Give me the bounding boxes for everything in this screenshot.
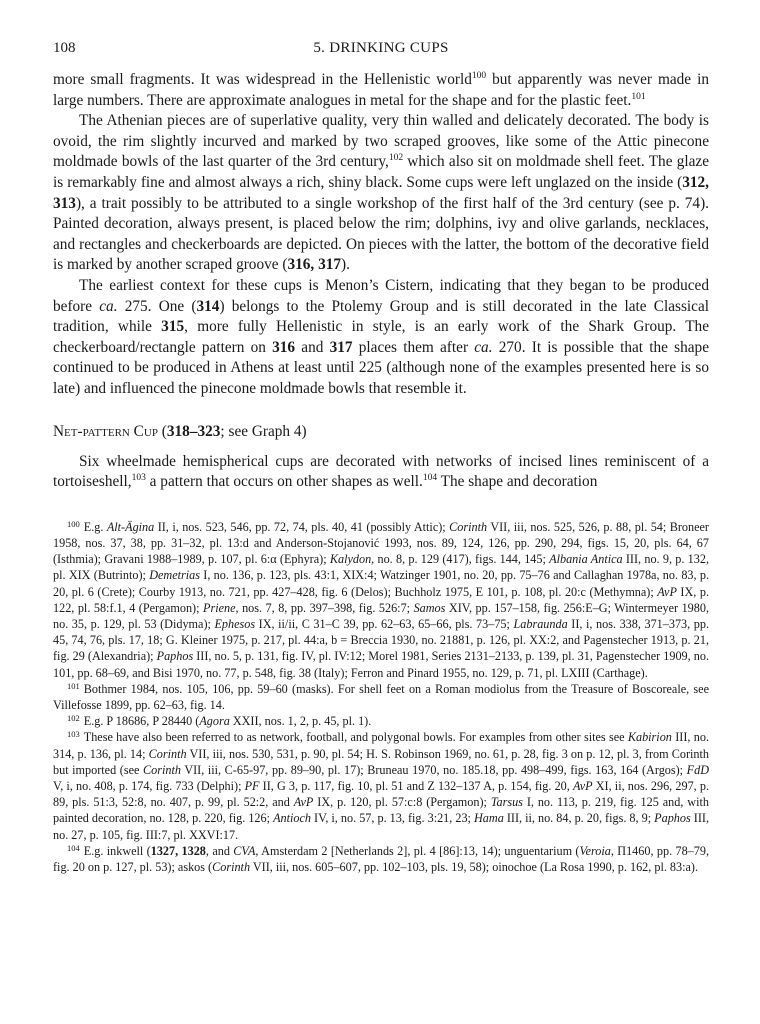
page-number: 108 xyxy=(53,40,76,56)
footnote-number: 100 xyxy=(67,518,80,529)
footnote-text: Bothmer 1984, nos. 105, 106, pp. 59–60 (masks). For shell feet on a Roman modiolus from the Treasure of Boscoreale, see Villefosse 1899, pp. 62–63, fig. 14. xyxy=(53,681,709,712)
footnote-number: 101 xyxy=(67,680,80,691)
footnote xyxy=(53,519,709,681)
footnotes xyxy=(53,519,709,875)
footnote xyxy=(53,713,709,729)
footnote-number: 104 xyxy=(67,842,80,853)
body-paragraph: more small fragments. It was widespread in the Hellenistic world$^{100}$ but apparently was never made in large numbers. There are approximate analogues in metal for the shape and for the plastic feet.$^{101}$ xyxy=(53,71,709,109)
footnote-number: 103 xyxy=(67,729,80,740)
footnote xyxy=(53,843,709,875)
footnote-text: E.g. inkwell (1327, 1328, and CVA, Amsterdam 2 [Netherlands 2], pl. 4 [86]:13, 14); unguentarium (Veroia, Π1460, pp. 78–79, fig. 20 on p. 127, pl. 53); askos (Corinth VII, iii, nos. 605–607, pp. 102–103, pls. 19, 58); oinochoe (La Rosa 1990, p. 162, pl. 83:a). xyxy=(53,843,709,874)
body-paragraph: The earliest context for these cups is Menon’s Cistern, indicating that they began to be produced before ca. 275. One (314) belongs to the Ptolemy Group and is still decorated in the late Classical tradition, while 315, more fully Hellenistic in style, is an early work of the Shark Group. The checkerboard/rectangle pattern on 316 and 317 places them after ca. 270. It is possible that the shape continued to be produced in Athens at least until 225 (although none of the examples presented here is so late) and influenced the pinecone moldmade bowls that resemble it. xyxy=(53,276,709,397)
document-page xyxy=(53,40,709,875)
body-paragraph: Six wheelmade hemispherical cups are decorated with networks of incised lines reminiscent of a tortoiseshell,$^{103}$ a pattern that occurs on other shapes as well.$^{104}$ The shape and decoration xyxy=(53,452,709,491)
section-heading: Net-pattern Cup (318–323; see Graph 4) xyxy=(53,422,307,440)
footnote-text: These have also been referred to as network, football, and polygonal bowls. For examples from other sites see Kabirion III, no. 314, p. 136, pl. 14; Corinth VII, iii, nos. 530, 531, p. 90, pl. 54; H. S. Robinson 1969, no. 61, p. 28, fig. 3 on p. 12, pl. 3, from Corinth but imported (see Corinth VII, iii, C-65-97, pp. 89–90, pl. 17); Bruneau 1970, no. 185.18, pp. 498–499, figs. 163, 164 (Argos); FdD V, i, no. 408, p. 174, fig. 733 (Delphi); PF II, G 3, p. 117, fig. 10, pl. 51 and Z 132–137 A, p. 154, fig. 20, AvP XI, ii, nos. 296, 297, p. 89, pls. 51:3, 52:8, no. 407, p. 99, pl. 52:2, and AvP IX, p. 120, pl. 57:c:8 (Pergamon); Tarsus I, no. 113, p. 219, fig. 125 and, with painted decoration, no. 128, p. 220, fig. 126; Antioch IV, i, no. 57, p. 13, fig. 3:21, 23; Hama III, ii, no. 84, p. 20, figs. 8, 9; Paphos III, no. 27, p. 105, fig. III:7, pl. XXVI:17. xyxy=(53,730,710,842)
chapter-title: 5. DRINKING CUPS xyxy=(313,40,449,56)
page-header xyxy=(53,40,709,58)
footnote xyxy=(53,729,709,842)
footnote-number: 102 xyxy=(67,713,80,724)
body-paragraph: The Athenian pieces are of superlative quality, very thin walled and delicately decorated. The body is ovoid, the rim slightly incurved and marked by two scraped grooves, like some of the Attic pinecone moldmade bowls of the last quarter of the 3rd century,$^{102}$ which also sit on moldmade shell feet. The glaze is remarkably fine and almost always a rich, shiny black. Some cups were left unglazed on the inside (312, 313), a trait possibly to be attributed to a single workshop of the first half of the 3rd century (see p. 74). Painted decoration, always present, is placed below the rim; dolphins, ivy and olive garlands, necklaces, and rectangles and checkerboards are depicted. On pieces with the latter, the bottom of the decorative field is marked by another scraped groove (316, 317). xyxy=(53,112,709,274)
footnote-text: E.g. P 18686, P 28440 (Agora XXII, nos. 1, 2, p. 45, pl. 1). xyxy=(83,714,372,729)
body-text xyxy=(53,70,709,493)
footnote xyxy=(53,681,709,713)
footnote-text: E.g. Alt-Ägina II, i, nos. 523, 546, pp. 72, 74, pls. 40, 41 (possibly Attic); Corinth VII, iii, nos. 525, 526, p. 88, pl. 54; Broneer 1958, nos. 37, 38, pp. 31–32, pl. 13:d and Anderson-Stojanović 1993, nos. 89, 124, 126, pp. 290, 294, figs. 15, 20, pls. 64, 67 (Isthmia); Gravani 1988–1989, p. 107, pl. 6:α (Ephyra); Kalydon, no. 8, p. 129 (417), figs. 144, 145; Albania Antica III, no. 9, p. 132, pl. XIX (Butrinto); Demetrias I, no. 136, p. 123, pls. 43:1, XIX:4; Watzinger 1901, no. 20, pp. 75–76 and Callaghan 1978a, no. 83, p. 20, pl. 6 (Crete); Courby 1913, no. 721, pp. 427–428, fig. 6 (Delos); Buchholz 1975, E 101, p. 108, pl. 20:c (Methymna); AvP IX, p. 122, pl. 58:f.1, 4 (Pergamon); Priene, nos. 7, 8, pp. 397–398, fig. 526:7; Samos XIV, pp. 157–158, fig. 256:E–G; Wintermeyer 1980, no. 35, p. 129, pl. 53 (Didyma); Ephesos IX, ii/ii, C 31–C 39, pp. 62–63, 65–66, pls. 73–75; Labraunda II, i, nos. 338, 371–373, pp. 45, 74, 76, pls. 17, 18; G. Kleiner 1975, p. 217, pl. 44:a, b = Breccia 1930, no. 21881, p. 126, pl. XX:2, and Pagenstecher 1913, p. 21, fig. 29 (Alexandria); Paphos III, no. 5, p. 131, fig. IV, pl. IV:12; Morel 1981, Series 2131–2133, p. 139, pl. 31, Pagenstecher 1909, no. 101, pp. 68–69, and Bisi 1970, no. 77, p. 548, fig. 38 (Italy); Ferron and Pinard 1955, no. 129, p. 71, pl. LXIII (Carthage). xyxy=(53,519,709,680)
